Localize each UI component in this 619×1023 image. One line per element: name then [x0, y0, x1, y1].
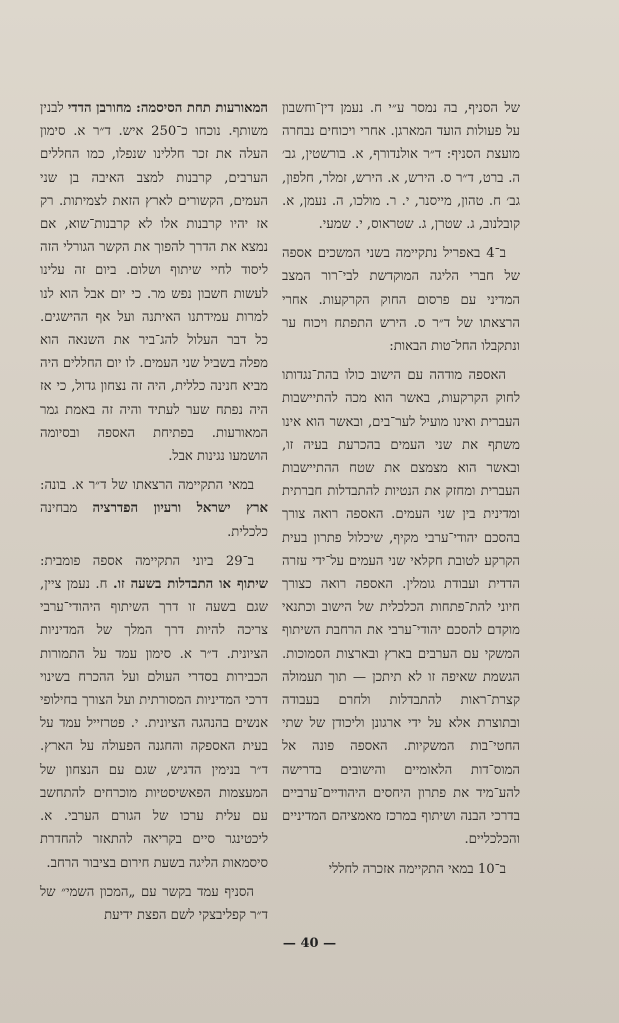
- memorial-speech-text: לבנין משותף. נוכחו כ־250 איש. ד״ר א. סימון העלה את זכר חללינו שנפלו, כמו החללים הערבים, קרבנות למצב האיבה בן שני העמים, הקשורים לארץ הזאת לצמיתות. רק אז יהיו קרבנות אלו לא קרבנות־שוא, אם נמצא את הדרך להפוך את הקשר הגורלי הזה ליסוד לחיי שיתוף ושלום. ביום זה עלינו לעשות חשבון נפש מר. כי יום אבל הוא לנו למרות עמידתנו האיתנה ועל אף ההישגים. כל דבר העלול להג־ביר את השנאה הוא מפלה בשביל שני העמים. לו יום החללים היה מביא חנינה כללית, היה זה נצחון גדול, כי אז היה נפתח שער לעתיד והיה זה באמת גמר המאורעות. בפתיחת האספה ובסיומה הושמעו נגינות אבל.: [40, 101, 268, 465]
- paragraph-bonne-lecture: [40, 474, 268, 544]
- june-assembly-lead: ב־29 ביוני התקיימה אספה פומבית:: [40, 553, 254, 569]
- paragraph-semitic-institute: הסניף עמד בקשר עם „המכון השמי״ של ד״ר קפליבצקי לשם הפצת ידיעת: [40, 884, 268, 923]
- june-assembly-text: ח. נעמן ציין, שגם בשעה זו דרך השיתוף היהודי־ערבי צריכה להיות דרך המלך של המדיניות הציונית. ד״ר א. סימון עמד על התמורות הכבירות בסדרי העולם ועל ההכרח בשינוי דרכי המדיניות המסורתית ועל הצורך בחילופי אנשים בהנהגה הציונית. י. פטרזייל עמד על בעית האספקה והחגנה הפעולה על הארץ. ד״ר בנימין הדגיש, שגם עם הנצחון של המעצמות הפאשיסטיות מוכרחים להתחשב עם עלית ערכו של הגורם הערבי. א. ליכטינגר סיים בקריאה להתאזר להחדרת סיסמאות הליגה בשעת חירום בציבור הרחב.: [40, 577, 268, 871]
- slogan-text: המאורעות תחת הסיסמה: מחורבן הדדי: [67, 101, 268, 116]
- page-number: — 40 —: [282, 936, 337, 951]
- paragraph-memorial-speech: [40, 97, 268, 468]
- paragraph-resolution: האספה מודהה עם הישוב כולו בהת־נגדותו לחוק הקרקעות, באשר הוא מכה להתיישבות העברית ואינו מועיל לער־בים, ובאשר הוא אינו משתף את שני העמים בהכרעת בעיה זו, ובאשר הוא מצמצם את שטח ההתיישבות העברית ומחזק את הנטיות להתבדלות חברתית ומדינית בין שני העמים. האספה רואה צורך בהסכם יהודי־ערבי מקיף, שיכלול פתרון בעית הקרקע לטובת חקלאי שני העמים על־ידי עזרה הדדית ועבודת גומלין. האספה רואה כצורך חיוני להת־פתחות הכלכלית של הישוב וכתנאי מוקדם להסכם יהודי־ערבי את הרחבת השיתוף המשקי עם הערבים בארץ ובארצות הסמוכות. הגשמת שאיפה זו לא תיתכן — תוך תעמולה קצרת־ראות להתבדלות ולחרם בעבודה ובתוצרת אלא על ידי ארגונן וליכודן של שתי החטי־בות המשקיות. האספה פונה אל המוס־דות הלאומיים והישובים בדרישה להע־מיד את פתרון היחסים היהודיים־ערביים בדרכי הבנה ושיתוף במרכז מאמציהם המדיניים והכלכליים.: [282, 368, 520, 848]
- paragraph-may-memorial: ב־10 במאי התקיימה אזכרה לחללי: [328, 861, 506, 877]
- left-text-column: [40, 97, 268, 933]
- right-text-column: [282, 97, 520, 887]
- paragraph-april-meeting: ב־4 באפריל נתקיימה בשני המשכים אספה של חברי הליגה המוקדשת לבי־רור המצב המדיני עם פרסום החוק הקרקעות. אחרי הרצאתו של ד״ר ס. הירש התפתח ויכוח ער ונתקבלו החל־טות הבאות:: [282, 246, 520, 355]
- june-assembly-title: שיתוף או התבדלות בשעה זו.: [112, 577, 268, 593]
- paragraph-june-assembly: [40, 550, 268, 875]
- bonne-lecture-tail: מבחינה כלכלית.: [40, 501, 268, 540]
- paragraph-branch-council: של הסניף, בה נמסר ע״י ח. נעמן דין־וחשבון על פעולות הועד המארגן. אחרי ויכוחים נבחרה מועצת הסניף: ד״ר אולנדורף, א. בורשטין, גב׳ ה. ברט, ד״ר ס. הירש, א. הירש, זמלר, חלפון, גב׳ ח. טהון, מייסנר, י. ר. מולכו, ה. נעמן, א. קובלנוב, ג. שטרן, ג. שטראוס, י. שמעי.: [282, 101, 520, 233]
- bonne-lecture-lead: במאי התקיימה הרצאתו של ד״ר א. בונה:: [40, 478, 254, 494]
- bonne-lecture-title: ארץ ישראל ורעיון הפדרציה: [92, 501, 268, 517]
